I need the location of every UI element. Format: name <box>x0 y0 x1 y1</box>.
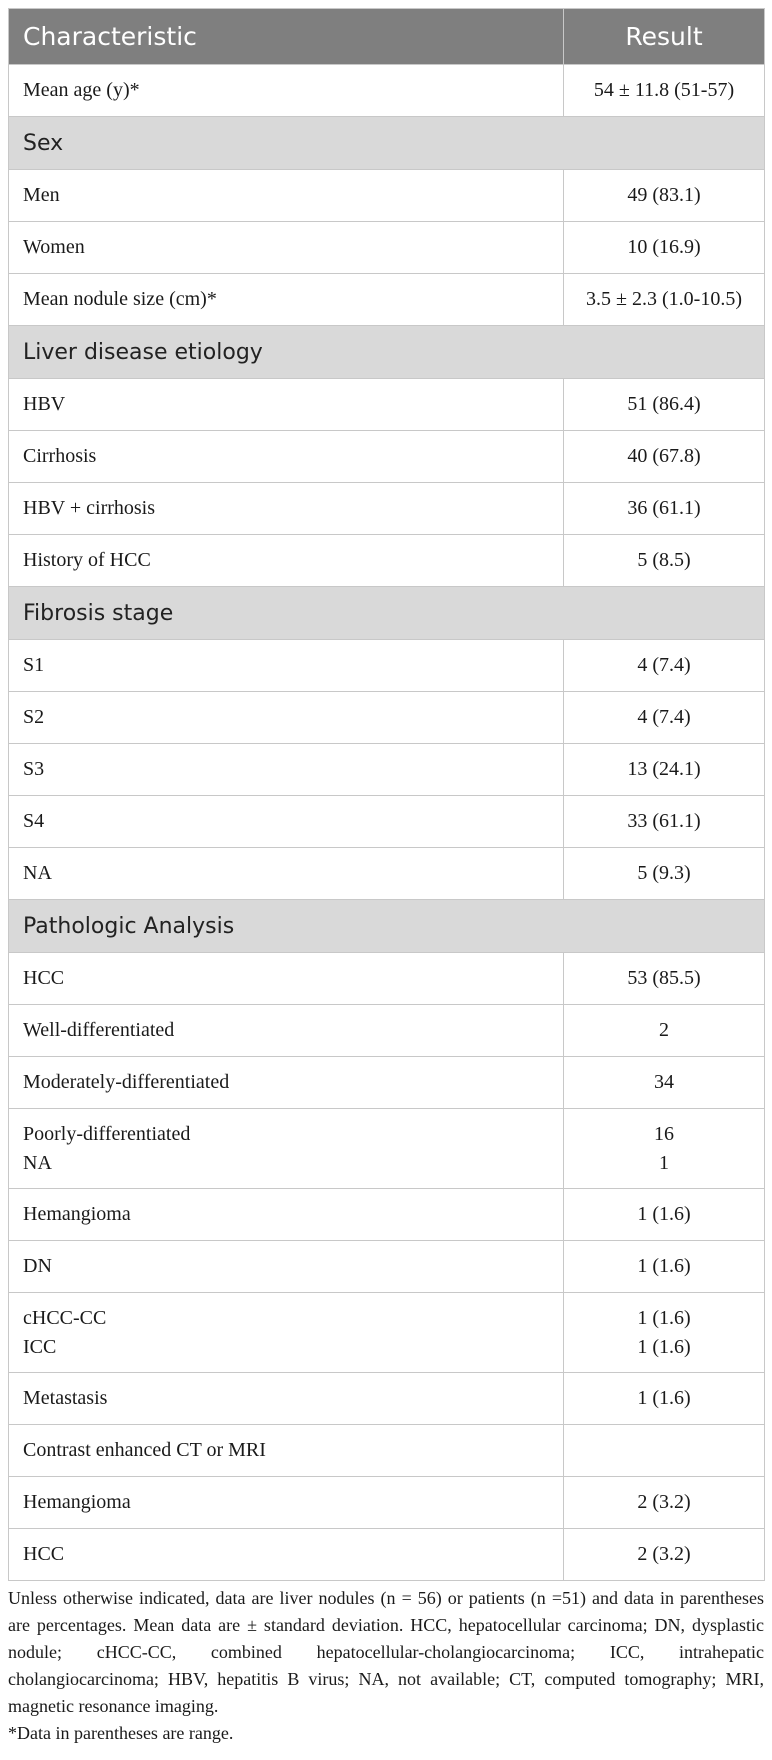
row-value-line: 1 (1.6) <box>637 1306 691 1329</box>
row-label: Cirrhosis <box>9 431 564 483</box>
table-row <box>9 1005 765 1057</box>
row-label: Mean age (y)* <box>9 65 564 117</box>
table-row <box>9 796 765 848</box>
row-label: DN <box>9 1241 564 1293</box>
section-row <box>9 326 765 379</box>
table-row <box>9 483 765 535</box>
row-label: Metastasis <box>9 1373 564 1425</box>
table-notes <box>8 1585 764 1747</box>
row-value: 34 <box>564 1057 765 1109</box>
table-row <box>9 222 765 274</box>
row-label: Hemangioma <box>9 1189 564 1241</box>
table-row <box>9 1057 765 1109</box>
row-label-line: ICC <box>23 1335 57 1358</box>
table-row <box>9 692 765 744</box>
table-row <box>9 431 765 483</box>
row-value: 2 <box>564 1005 765 1057</box>
row-label-line: cHCC-CC <box>23 1306 107 1329</box>
table-row <box>9 1425 765 1477</box>
row-value: 33 (61.1) <box>564 796 765 848</box>
row-label: S3 <box>9 744 564 796</box>
row-value: 2 (3.2) <box>564 1477 765 1529</box>
table-row <box>9 1293 765 1373</box>
row-label: HBV + cirrhosis <box>9 483 564 535</box>
row-value: 4 (7.4) <box>564 692 765 744</box>
notes-footnote: *Data in parentheses are range. <box>8 1723 234 1743</box>
row-label: HBV <box>9 379 564 431</box>
row-value: 51 (86.4) <box>564 379 765 431</box>
table-row <box>9 379 765 431</box>
row-value: 3.5 ± 2.3 (1.0-10.5) <box>564 274 765 326</box>
row-label: Well-differentiated <box>9 1005 564 1057</box>
table-row <box>9 953 765 1005</box>
row-value: 5 (8.5) <box>564 535 765 587</box>
row-value: 4 (7.4) <box>564 640 765 692</box>
section-label: Pathologic Analysis <box>9 900 765 953</box>
row-label: HCC <box>9 1529 564 1581</box>
row-value: 49 (83.1) <box>564 170 765 222</box>
row-label: Women <box>9 222 564 274</box>
row-value: 1 (1.6) <box>564 1241 765 1293</box>
row-value: 40 (67.8) <box>564 431 765 483</box>
table-row <box>9 744 765 796</box>
row-value: 36 (61.1) <box>564 483 765 535</box>
row-value: 54 ± 11.8 (51-57) <box>564 65 765 117</box>
row-label: S1 <box>9 640 564 692</box>
table-header-row <box>9 9 765 65</box>
table-row <box>9 1189 765 1241</box>
table-row <box>9 535 765 587</box>
row-label-line: Poorly-differentiated <box>23 1122 191 1145</box>
row-label: HCC <box>9 953 564 1005</box>
section-row <box>9 117 765 170</box>
row-label: S2 <box>9 692 564 744</box>
row-value <box>564 1293 765 1373</box>
row-value: 5 (9.3) <box>564 848 765 900</box>
table-row <box>9 1477 765 1529</box>
row-value-line: 1 (1.6) <box>637 1335 691 1358</box>
section-row <box>9 587 765 640</box>
row-label: History of HCC <box>9 535 564 587</box>
header-characteristic: Characteristic <box>9 9 564 65</box>
row-label: Moderately-differentiated <box>9 1057 564 1109</box>
row-value: 1 (1.6) <box>564 1189 765 1241</box>
row-label <box>9 1109 564 1189</box>
row-value <box>564 1109 765 1189</box>
row-label: S4 <box>9 796 564 848</box>
table-row <box>9 1241 765 1293</box>
table-row <box>9 1529 765 1581</box>
row-value <box>564 1425 765 1477</box>
table-row <box>9 274 765 326</box>
table-row <box>9 170 765 222</box>
table-row <box>9 1373 765 1425</box>
row-value: 53 (85.5) <box>564 953 765 1005</box>
row-label-line: NA <box>23 1151 52 1174</box>
row-value: 2 (3.2) <box>564 1529 765 1581</box>
row-label: Contrast enhanced CT or MRI <box>9 1425 564 1477</box>
section-label: Sex <box>9 117 765 170</box>
row-label: Hemangioma <box>9 1477 564 1529</box>
table-row <box>9 65 765 117</box>
row-value: 13 (24.1) <box>564 744 765 796</box>
notes-main: Unless otherwise indicated, data are liver nodules (n = 56) or patients (n =51) and data in parentheses are percentages. Mean data are ± standard deviation. HCC, hepatocellular carcinoma; DN, dysplastic nodule; cHCC-CC, combined hepatocellular-cholangiocarcinoma; ICC, intrahepatic cholangiocarcinoma; HBV, hepatitis B virus; NA, not available; CT, computed tomography; MRI, magnetic resonance imaging. <box>8 1588 764 1716</box>
row-label <box>9 1293 564 1373</box>
row-label: Men <box>9 170 564 222</box>
section-row <box>9 900 765 953</box>
table-row <box>9 640 765 692</box>
table-row <box>9 1109 765 1189</box>
row-value-line: 16 <box>654 1122 674 1145</box>
table-body <box>9 65 765 1581</box>
section-label: Liver disease etiology <box>9 326 765 379</box>
row-value: 1 (1.6) <box>564 1373 765 1425</box>
header-result: Result <box>564 9 765 65</box>
row-label: Mean nodule size (cm)* <box>9 274 564 326</box>
section-label: Fibrosis stage <box>9 587 765 640</box>
characteristics-table <box>8 8 765 1581</box>
table-row <box>9 848 765 900</box>
table-container <box>8 8 764 1747</box>
row-label: NA <box>9 848 564 900</box>
row-value: 10 (16.9) <box>564 222 765 274</box>
row-value-line: 1 <box>659 1151 669 1174</box>
